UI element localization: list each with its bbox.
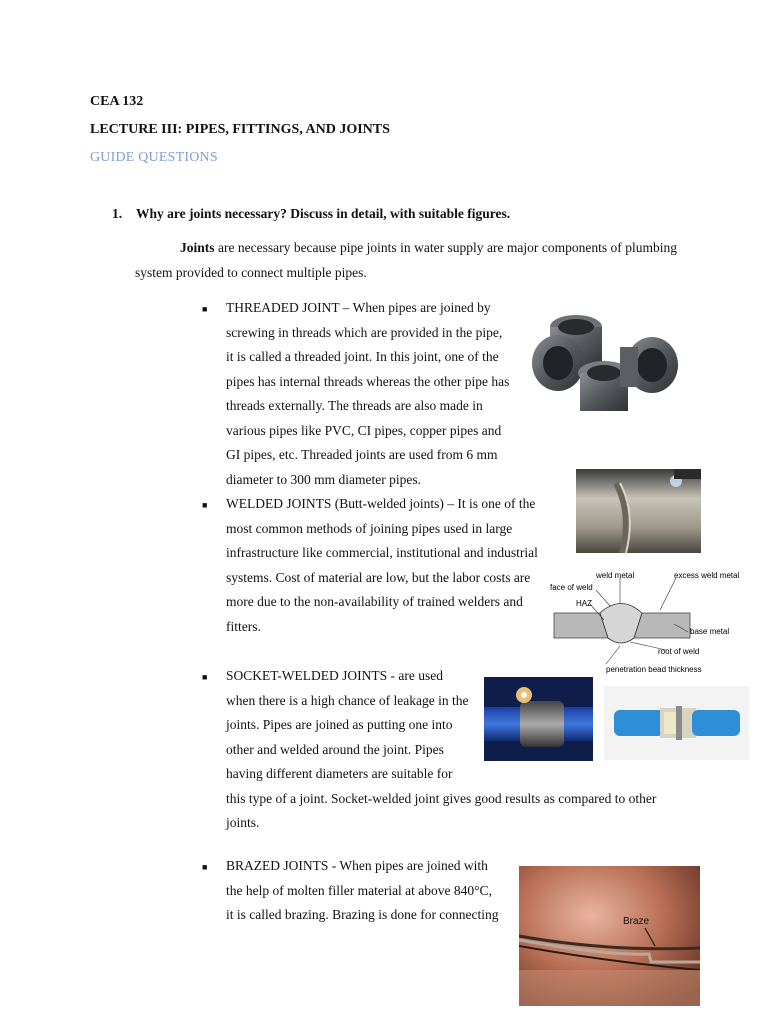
label-face-of-weld: face of weld xyxy=(550,583,593,592)
line: pipes has internal threads whereas the other pipe has xyxy=(226,373,510,389)
line: THREADED JOINT – When pipes are joined by xyxy=(226,300,491,315)
brazed-joint-photo xyxy=(519,866,700,1006)
line: screwing in threads which are provided in the pipe, xyxy=(226,324,503,340)
line: other and welded around the joint. Pipes xyxy=(226,741,444,757)
line: more due to the non-availability of trained welders and xyxy=(226,594,523,609)
line: most common methods of joining pipes used in large xyxy=(226,520,513,536)
bullet-welded xyxy=(202,492,566,639)
bullet-brazed xyxy=(202,854,508,928)
bullet-icon: ■ xyxy=(202,862,208,872)
line: joints. xyxy=(226,815,260,830)
section-heading: GUIDE QUESTIONS xyxy=(90,150,218,165)
line: systems. Cost of material are low, but the labor costs are xyxy=(226,569,531,585)
label-haz: HAZ xyxy=(576,599,592,608)
line: this type of a joint. Socket-welded joint gives good results as compared to other xyxy=(226,790,657,806)
bullet-icon: ■ xyxy=(202,304,208,314)
line: joints. Pipes are joined as putting one into xyxy=(226,717,453,732)
welded-pipe-photo xyxy=(576,469,701,553)
socket-weld-photo xyxy=(484,677,593,761)
line: BRAZED JOINTS - When pipes are joined with xyxy=(226,858,488,873)
line: fitters. xyxy=(226,618,261,634)
course-code: CEA 132 xyxy=(90,94,144,109)
label-base-metal: base metal xyxy=(690,627,730,636)
line: GI pipes, etc. Threaded joints are used from 6 mm xyxy=(226,447,498,462)
label-root-of-weld: root of weld xyxy=(658,647,700,656)
line: the help of molten filler material at above 840°C, xyxy=(226,882,492,898)
threaded-fittings-image xyxy=(528,305,680,425)
intro-bold: Joints xyxy=(180,240,215,255)
intro-text: are necessary because pipe joints in water supply are major components of plumbing system provided to connect multiple pipes. xyxy=(135,240,677,280)
line: various pipes like PVC, CI pipes, copper pipes and xyxy=(226,422,502,438)
line: it is called brazing. Brazing is done for connecting xyxy=(226,907,499,922)
label-excess-weld-metal: excess weld metal xyxy=(674,571,740,580)
line: when there is a high chance of leakage in the xyxy=(226,692,469,708)
line: infrastructure like commercial, institutional and industrial xyxy=(226,545,538,560)
line: threads externally. The threads are also made in xyxy=(226,398,483,413)
line: WELDED JOINTS (Butt-welded joints) – It is one of the xyxy=(226,496,536,511)
label-penetration-bead: penetration bead thickness xyxy=(606,665,702,674)
question-text: Why are joints necessary? Discuss in detail, with suitable figures. xyxy=(136,206,511,221)
line: diameter to 300 mm diameter pipes. xyxy=(226,471,421,487)
label-weld-metal: weld metal xyxy=(596,571,635,580)
butt-weld-diagram xyxy=(548,568,748,676)
question-number: 1. xyxy=(112,206,123,221)
lecture-title: LECTURE III: PIPES, FITTINGS, AND JOINTS xyxy=(90,122,390,137)
bullet-icon: ■ xyxy=(202,672,208,682)
bullet-threaded xyxy=(202,296,518,492)
socket-weld-illustration xyxy=(604,686,749,760)
line: having different diameters are suitable for xyxy=(226,766,453,781)
line: it is called a threaded joint. In this joint, one of the xyxy=(226,349,499,364)
line: SOCKET-WELDED JOINTS - are used xyxy=(226,668,443,683)
question xyxy=(112,206,510,222)
braze-label: Braze xyxy=(623,916,650,927)
bullet-icon: ■ xyxy=(202,500,208,510)
intro-paragraph xyxy=(135,236,677,285)
